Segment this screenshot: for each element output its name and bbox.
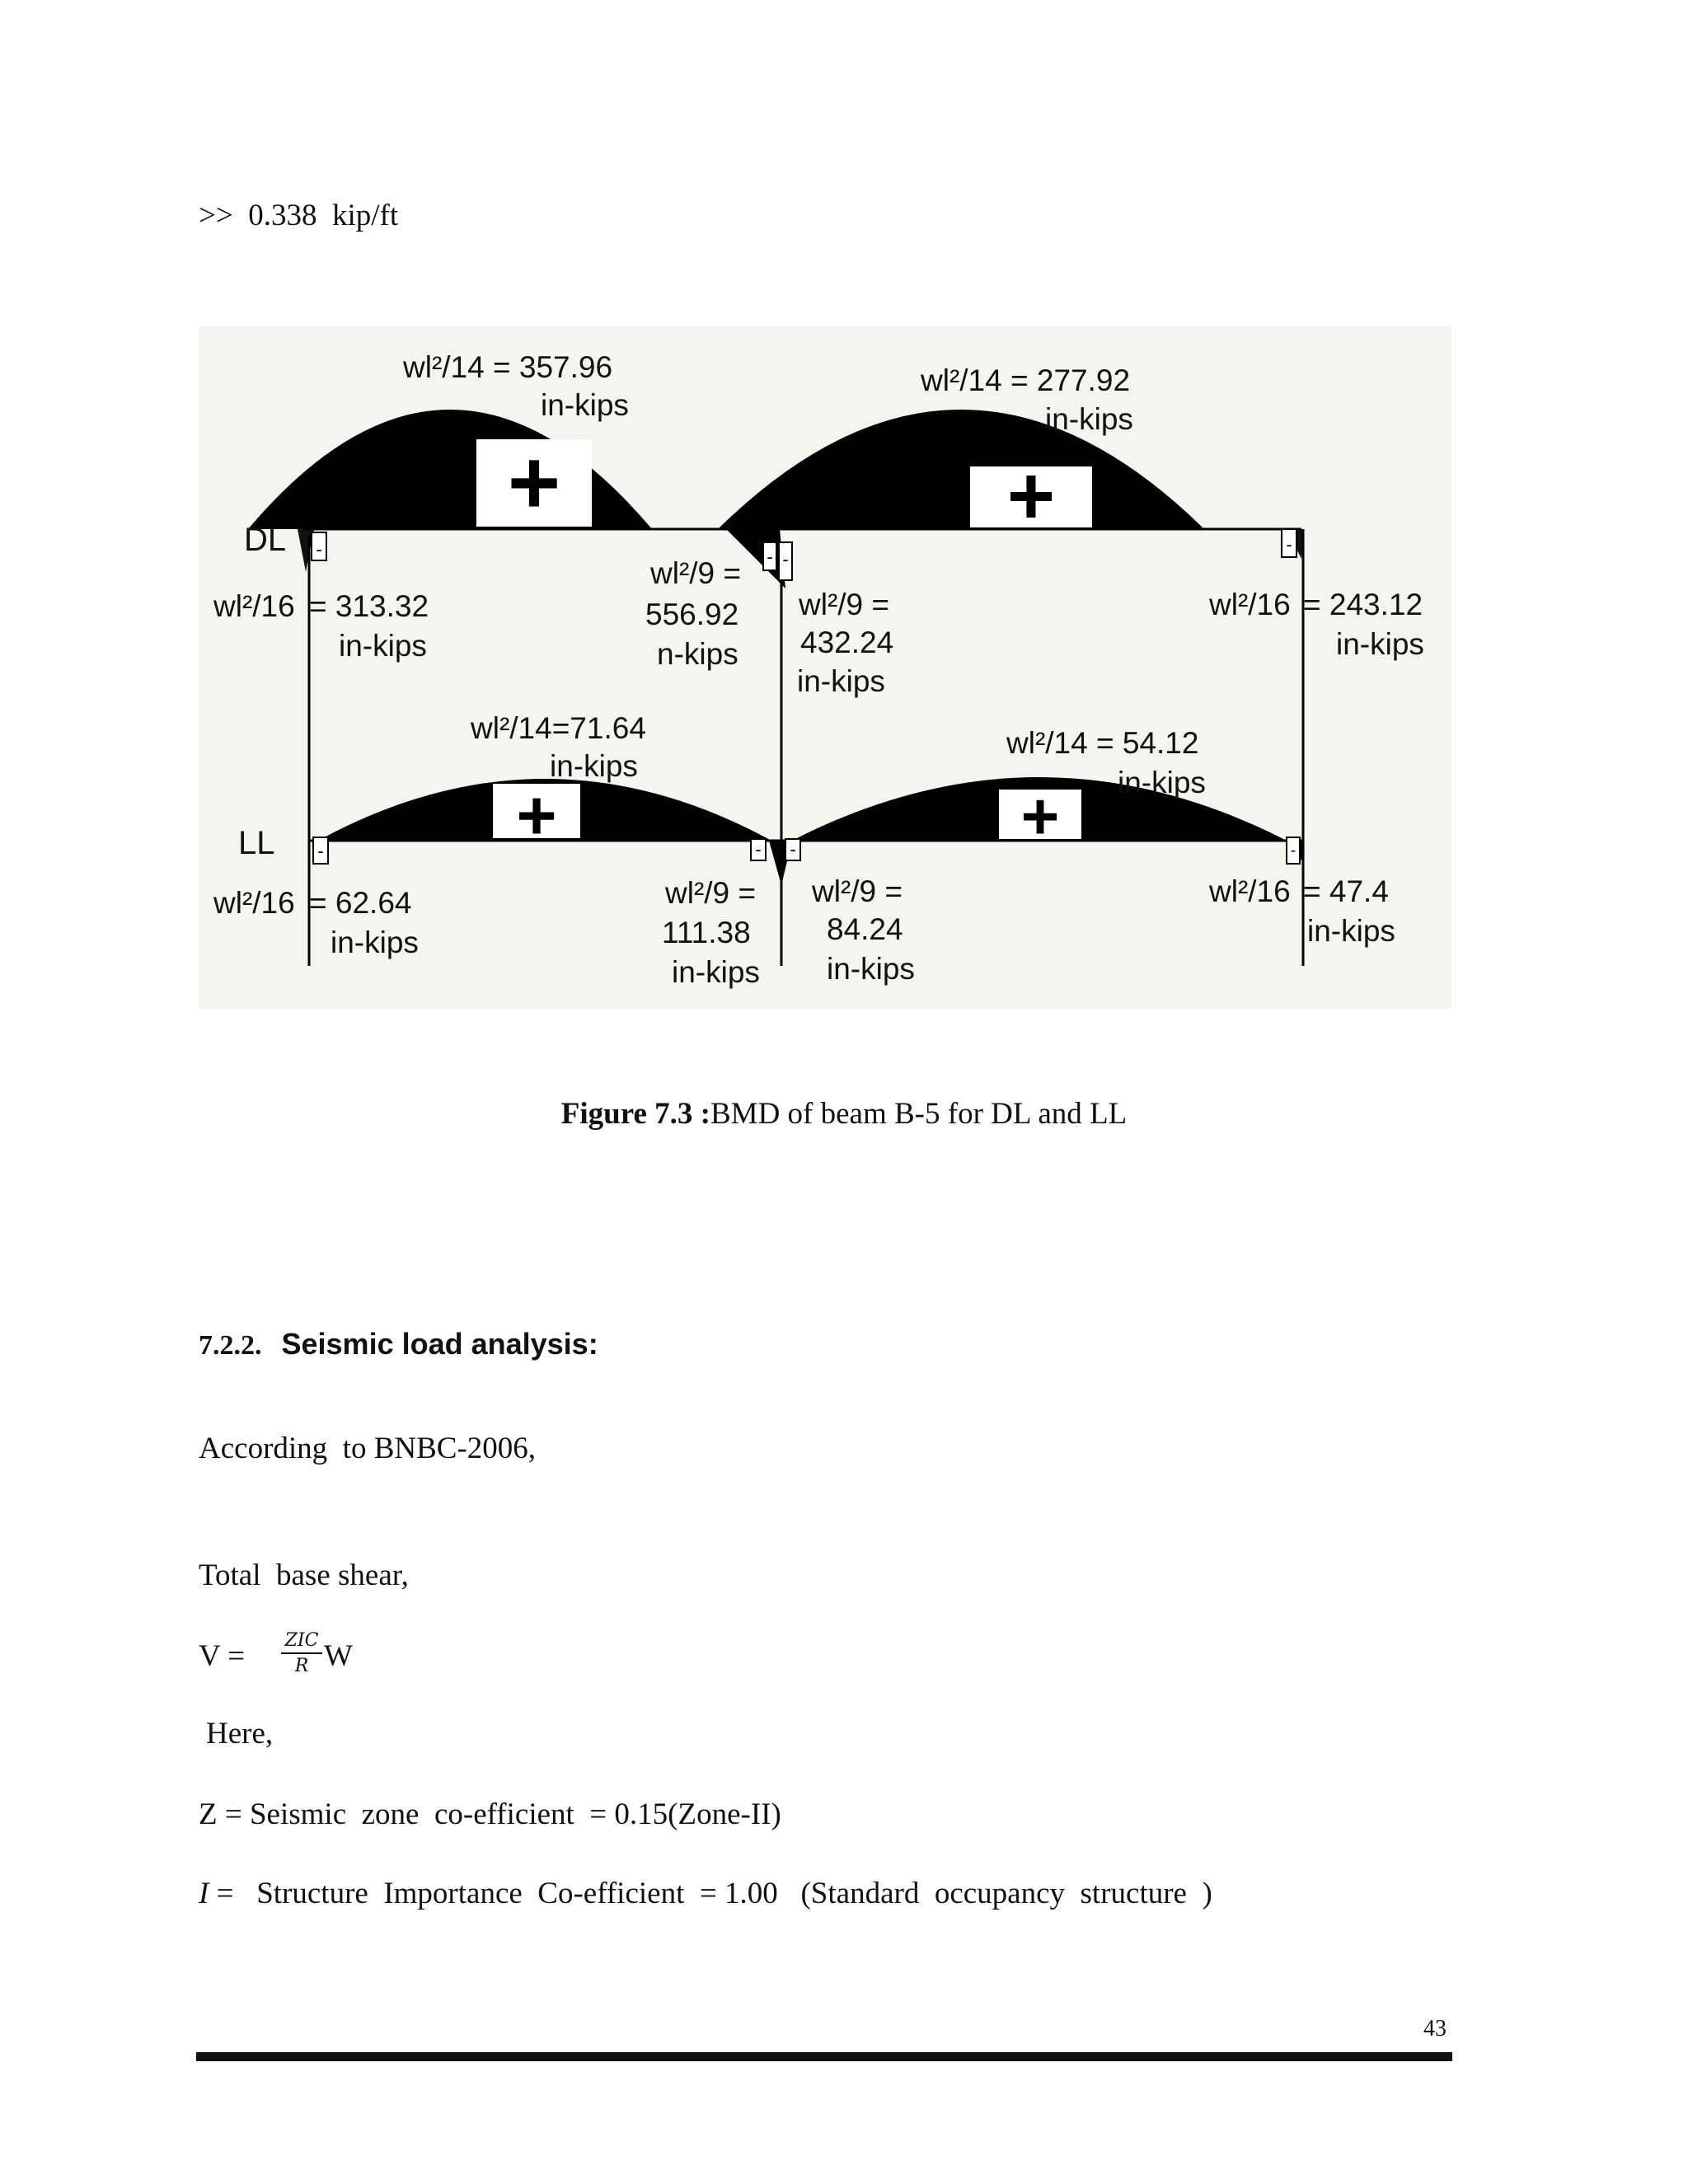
equation-numerator: ZIC: [281, 1630, 322, 1654]
ll-center-right-unit: in-kips: [827, 952, 915, 986]
dl-right-end-unit: in-kips: [1336, 627, 1424, 661]
ll-center-left-formula: wl²/9 =: [665, 876, 757, 910]
dl-center-right-formula: wl²/9 =: [799, 588, 890, 621]
figure-caption-text: BMD of beam B-5 for DL and LL: [710, 1097, 1128, 1131]
page-number: 43: [1423, 2016, 1447, 2041]
dl-center-minus-sign-1: -: [767, 546, 773, 567]
dl-right-end-formula: wl²/16: [1209, 588, 1291, 621]
dl-left-end-value: = 313.32: [309, 589, 429, 623]
ll-right-minus-sign: -: [1290, 841, 1296, 860]
ll-center-left-value: 111.38: [662, 916, 751, 949]
ll-left-end-value: = 62.64: [309, 886, 412, 920]
dl-left-end-unit: in-kips: [339, 629, 427, 663]
dl-diagram: [248, 410, 1303, 588]
i-symbol: I: [199, 1877, 209, 1910]
equation-lhs: V =: [199, 1639, 246, 1673]
paragraph-i-coefficient: [199, 1876, 1212, 1911]
figure-caption-label: Figure 7.3 :: [560, 1097, 710, 1131]
ll-center-minus-sign-1: -: [755, 839, 762, 860]
dl-span1-formula: wl²/14 = 357.96: [403, 350, 613, 384]
dl-span2-unit: in-kips: [1045, 402, 1133, 436]
ll-span1-formula: wl²/14=71.64: [471, 711, 646, 745]
section-title: Seismic load analysis:: [281, 1327, 598, 1361]
ll-span2-formula: wl²/14 = 54.12: [1006, 726, 1199, 760]
ll-left-end-formula: wl²/16: [213, 886, 295, 920]
ll-span2-plus-sign: +: [1020, 780, 1060, 853]
paragraph-according: According to BNBC-2006,: [199, 1432, 537, 1465]
ll-left-end-unit: in-kips: [331, 926, 419, 959]
dl-row-label: DL: [244, 522, 287, 558]
ll-left-minus-sign: -: [317, 841, 324, 861]
footer-rule: [196, 2052, 1452, 2061]
equation-denominator: R: [294, 1656, 309, 1676]
ll-center-right-formula: wl²/9 =: [812, 874, 903, 908]
dl-right-minus-sign: -: [1286, 534, 1292, 555]
dl-center-right-value: 432.24: [800, 626, 894, 659]
header-line: >> 0.338 kip/ft: [199, 199, 399, 232]
paragraph-here: Here,: [206, 1717, 274, 1750]
bmd-figure: [199, 326, 1451, 1009]
equation-fraction: [281, 1630, 322, 1676]
ll-center-right-value: 84.24: [827, 912, 903, 946]
ll-span1-unit: in-kips: [550, 749, 638, 783]
dl-center-left-value: 556.92: [645, 598, 739, 631]
dl-center-right-unit: in-kips: [797, 664, 885, 698]
ll-right-end-formula: wl²/16: [1209, 874, 1291, 908]
figure-caption: [0, 1096, 1688, 1132]
ll-row-label: LL: [238, 825, 275, 861]
dl-center-left-formula: wl²/9 =: [650, 556, 742, 590]
equation-suffix: W: [324, 1639, 353, 1673]
dl-center-minus-sign-2: -: [782, 549, 789, 569]
paragraph-total-base-shear: Total base shear,: [199, 1558, 409, 1592]
dl-span2-formula: wl²/14 = 277.92: [921, 363, 1131, 397]
dl-right-end-value: = 243.12: [1303, 588, 1423, 621]
section-heading: [199, 1327, 598, 1361]
dl-span2-plus-sign: +: [1006, 450, 1056, 542]
ll-center-left-unit: in-kips: [672, 955, 760, 989]
i-coefficient-text: = Structure Importance Co-efficient = 1.00 (Standard occupancy structure ): [209, 1877, 1212, 1910]
dl-span1-plus-sign: +: [507, 432, 561, 533]
ll-right-end-value: = 47.4: [1303, 874, 1389, 908]
dl-center-left-unit: n-kips: [657, 637, 738, 671]
ll-span1-plus-sign: +: [516, 776, 557, 854]
paragraph-z-coefficient: Z = Seismic zone co-efficient = 0.15(Zone-II): [199, 1797, 781, 1831]
dl-left-minus-sign: -: [316, 539, 322, 560]
dl-span1-unit: in-kips: [541, 388, 629, 422]
ll-center-minus-sign-2: -: [790, 839, 796, 860]
ll-right-end-unit: in-kips: [1307, 914, 1395, 948]
dl-left-end-formula: wl²/16: [213, 589, 295, 623]
section-number: 7.2.2.: [199, 1330, 262, 1361]
ll-span2-unit: in-kips: [1118, 766, 1206, 799]
